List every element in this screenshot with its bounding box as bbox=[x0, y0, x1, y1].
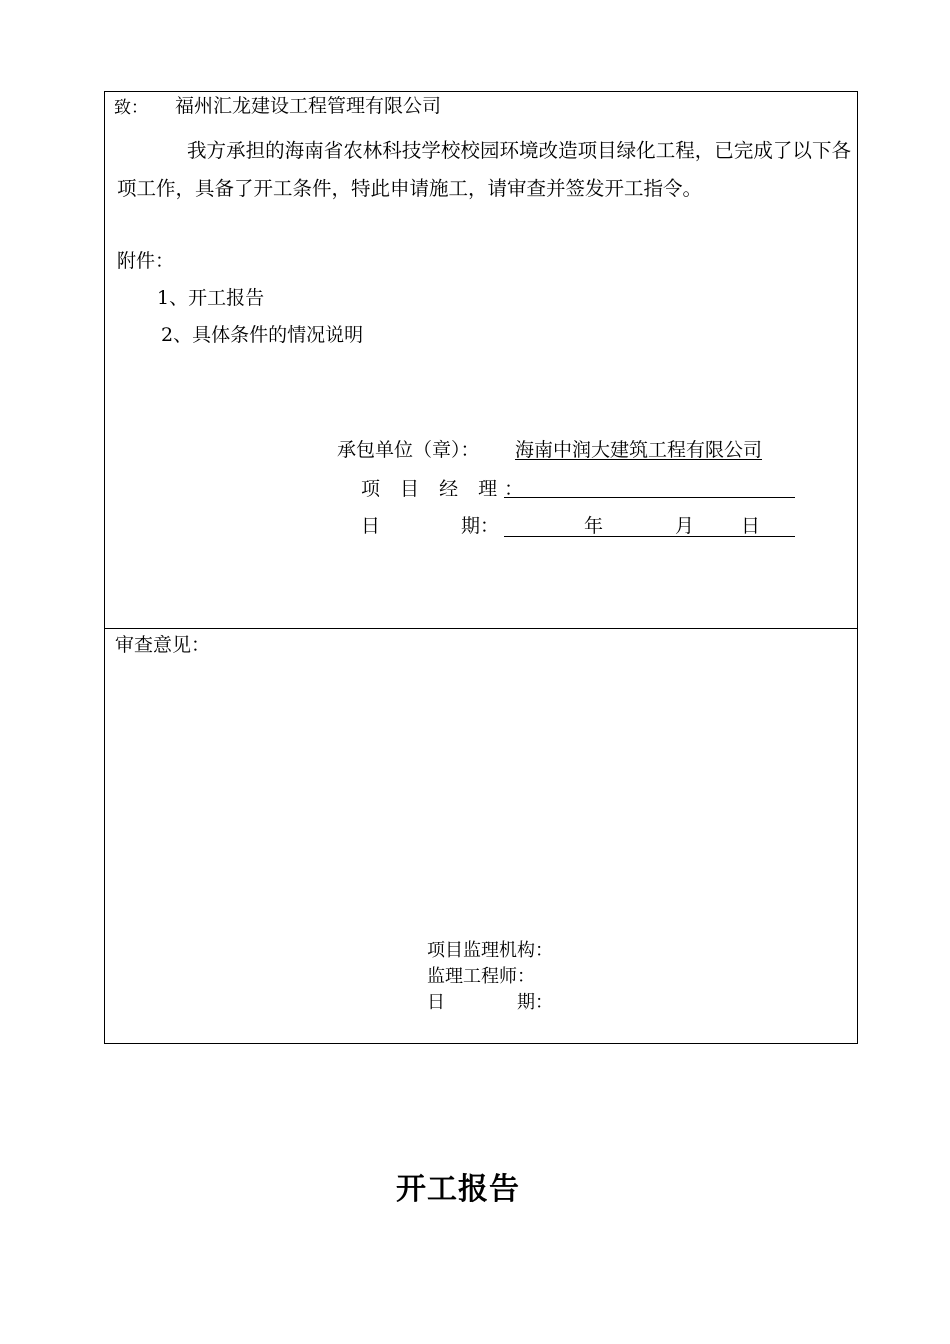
attachments-label: 附件： bbox=[117, 250, 175, 272]
project-manager-signature-line[interactable] bbox=[504, 497, 795, 498]
date-year-label: 年 bbox=[584, 515, 604, 537]
application-form bbox=[104, 91, 858, 1044]
to-label: 致： bbox=[114, 98, 148, 118]
date-month-label: 月 bbox=[675, 515, 695, 537]
recipient-company: 福州汇龙建设工程管理有限公司 bbox=[175, 95, 442, 117]
attachment-item: 1、开工报告 bbox=[157, 287, 265, 309]
application-body-text: 我方承担的海南省农林科技学校校园环境改造项目绿化工程，已完成了以下各项工作，具备了开工条件，特此申请施工，请审查并签发开工指令。 bbox=[117, 139, 851, 200]
review-section bbox=[105, 629, 857, 1043]
supervision-org-label: 项目监理机构： bbox=[427, 940, 553, 961]
date-label-left: 日 bbox=[361, 515, 381, 537]
date-label-right: 期： bbox=[461, 515, 500, 537]
date-day-label: 日 bbox=[741, 515, 761, 537]
supervision-engineer-label: 监理工程师： bbox=[427, 966, 535, 987]
attachment-item: 2、具体条件的情况说明 bbox=[161, 324, 364, 346]
project-manager-label: 项 目 经 理： bbox=[361, 478, 531, 500]
review-date-label-right: 期： bbox=[517, 992, 553, 1013]
review-date-label-left: 日 bbox=[427, 992, 445, 1013]
contractor-label: 承包单位（章）： bbox=[337, 439, 480, 461]
review-opinion-label: 审查意见： bbox=[115, 634, 211, 656]
contractor-name: 海南中润大建筑工程有限公司 bbox=[515, 439, 763, 461]
report-title: 开工报告 bbox=[396, 1172, 520, 1207]
application-section bbox=[105, 92, 857, 629]
